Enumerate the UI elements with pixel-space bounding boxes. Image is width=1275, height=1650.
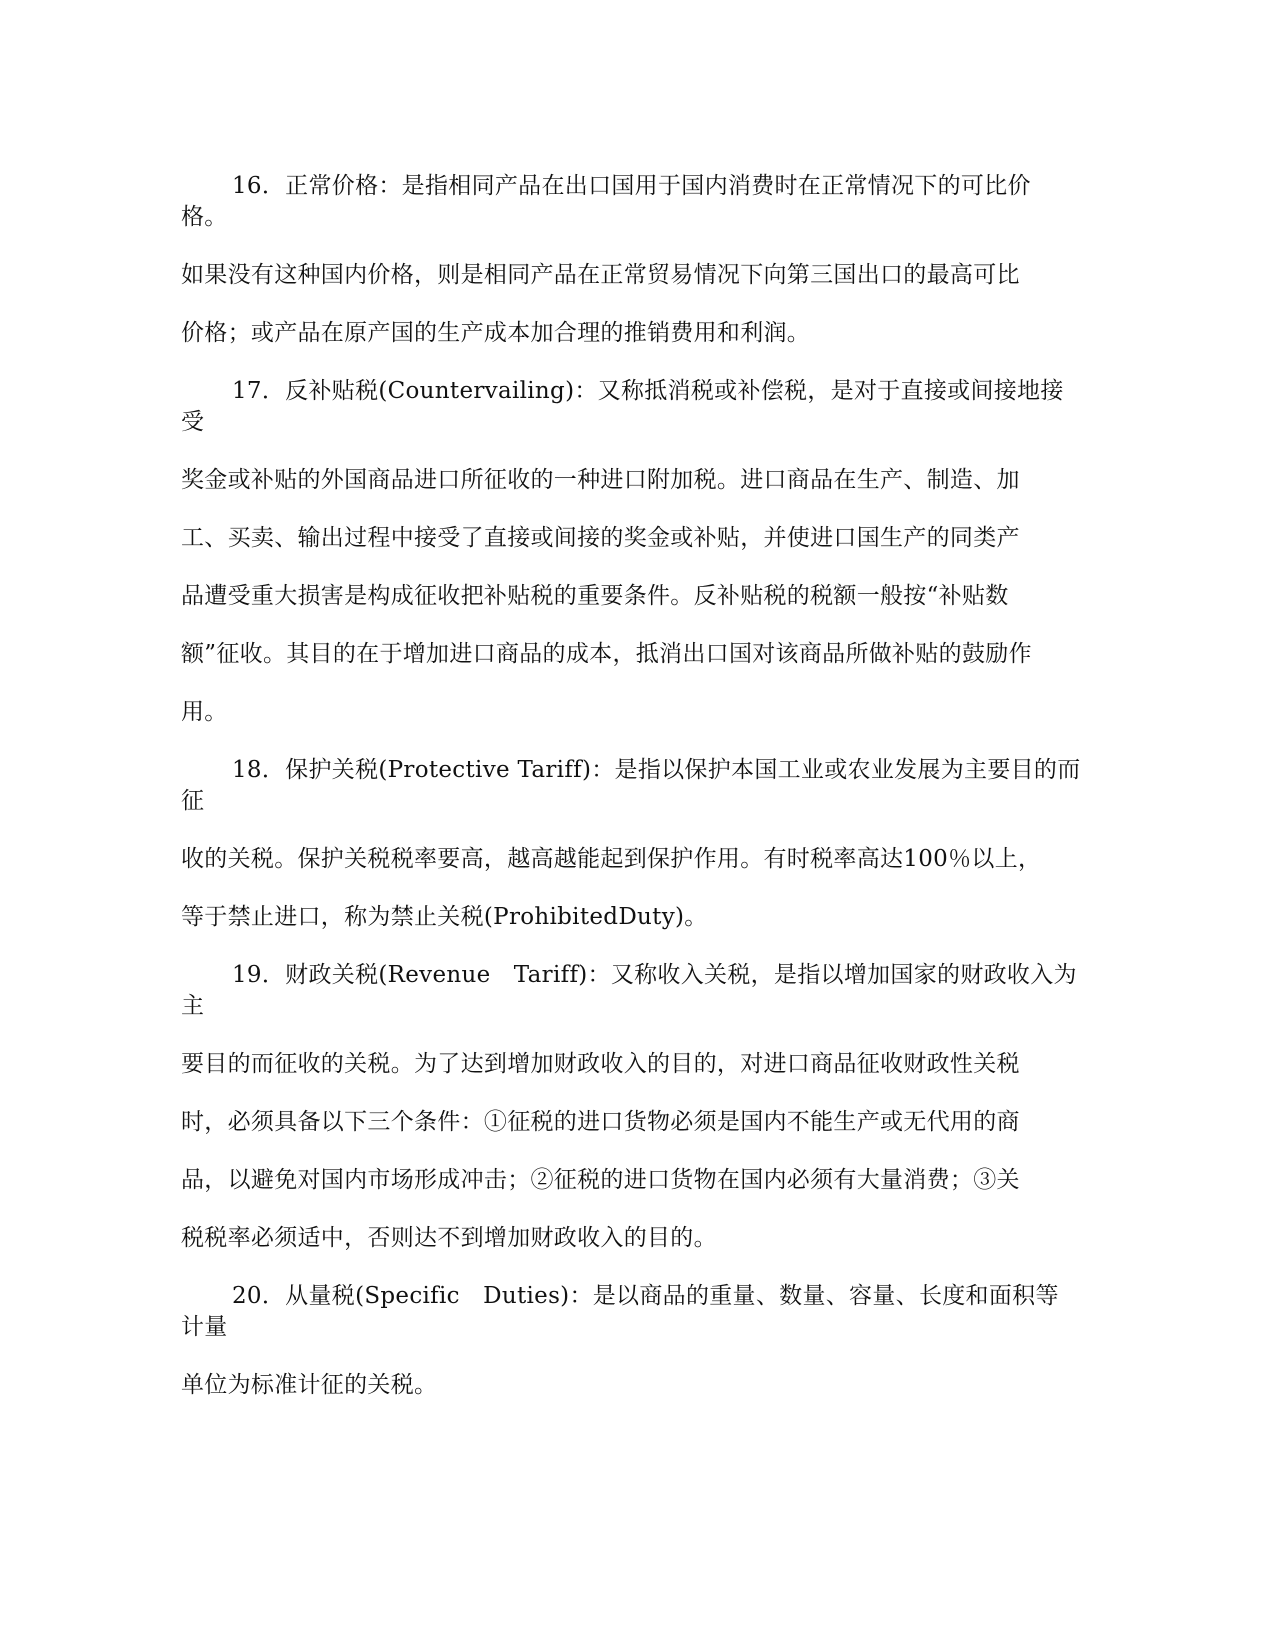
item-18-line-2: 征 — [181, 788, 205, 814]
item-17-line-6: 额”征收。其目的在于增加进口商品的成本，抵消出口国对该商品所做补贴的鼓励作 — [181, 641, 1032, 667]
item-17-line-5: 品遭受重大损害是构成征收把补贴税的重要条件。反补贴税的税额一般按“补贴数 — [181, 583, 1009, 609]
item-18-line-3: 收的关税。保护关税税率要高，越高越能起到保护作用。有时税率高达100％以上， — [181, 846, 1042, 872]
item-19-line-6: 税税率必须适中，否则达不到增加财政收入的目的。 — [181, 1225, 717, 1251]
item-16-line-3: 如果没有这种国内价格，则是相同产品在正常贸易情况下向第三国出口的最高可比 — [181, 262, 1020, 288]
item-20-line-1: 20．从量税(Specific Duties)：是以商品的重量、数量、容量、长度和面积等 — [232, 1283, 1059, 1309]
item-18-line-4: 等于禁止进口，称为禁止关税(ProhibitedDuty)。 — [181, 904, 708, 930]
item-16-line-2: 格。 — [181, 204, 228, 230]
item-17-line-7: 用。 — [181, 699, 228, 725]
item-20-line-2: 计量 — [181, 1314, 228, 1340]
item-19-line-1: 19．财政关税(Revenue Tariff)：又称收入关税，是指以增加国家的财政收入为 — [232, 962, 1077, 988]
item-17-line-2: 受 — [181, 409, 205, 435]
item-19-line-2: 主 — [181, 993, 205, 1019]
item-18-line-1: 18．保护关税(Protective Tariff)：是指以保护本国工业或农业发展为主要目的而 — [232, 757, 1081, 783]
item-17-line-1: 17．反补贴税(Countervailing)：又称抵消税或补偿税，是对于直接或间接地接 — [232, 378, 1064, 404]
item-16-line-1: 16．正常价格：是指相同产品在出口国用于国内消费时在正常情况下的可比价 — [232, 173, 1031, 199]
item-20-line-3: 单位为标准计征的关税。 — [181, 1372, 438, 1398]
item-16-line-4: 价格；或产品在原产国的生产成本加合理的推销费用和利润。 — [181, 320, 811, 346]
item-17-line-4: 工、买卖、输出过程中接受了直接或间接的奖金或补贴，并使进口国生产的同类产 — [181, 525, 1020, 551]
item-19-line-5: 品，以避免对国内市场形成冲击；②征税的进口货物在国内必须有大量消费；③关 — [181, 1167, 1020, 1193]
item-17-line-3: 奖金或补贴的外国商品进口所征收的一种进口附加税。进口商品在生产、制造、加 — [181, 467, 1020, 493]
item-19-line-3: 要目的而征收的关税。为了达到增加财政收入的目的，对进口商品征收财政性关税 — [181, 1051, 1020, 1077]
item-19-line-4: 时，必须具备以下三个条件：①征税的进口货物必须是国内不能生产或无代用的商 — [181, 1109, 1020, 1135]
